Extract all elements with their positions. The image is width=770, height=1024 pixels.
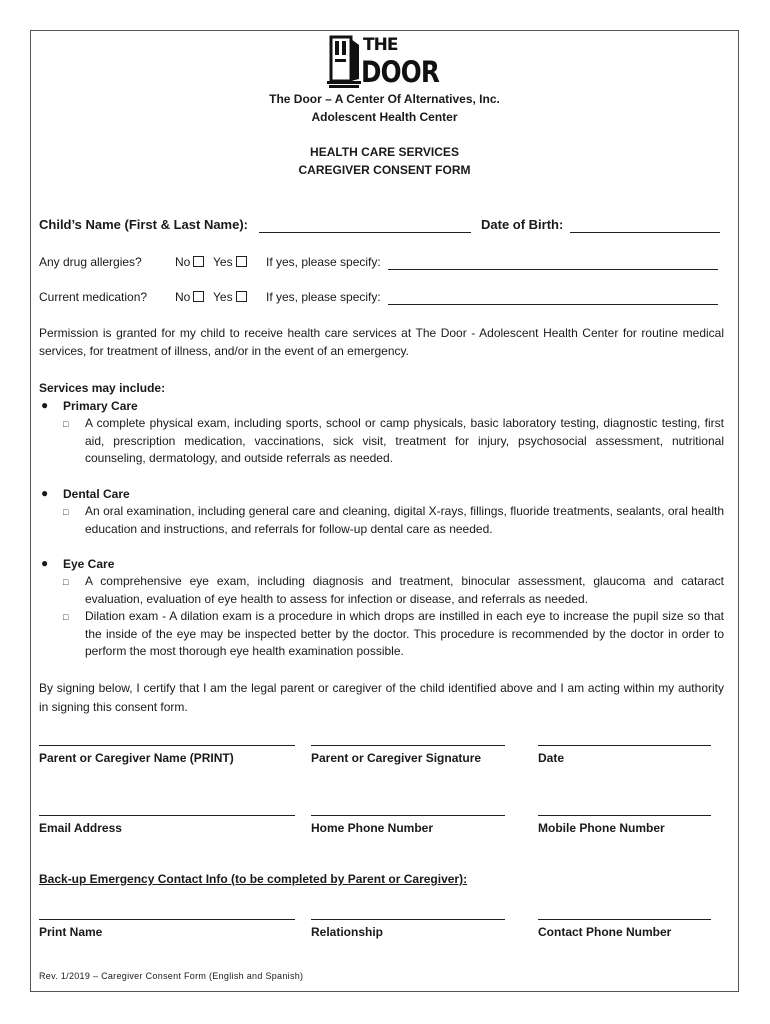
parent-name-label: Parent or Caregiver Name (PRINT): [39, 751, 234, 765]
allergies-specify-field[interactable]: [388, 269, 718, 270]
eye-care-item-1: A comprehensive eye exam, including diagnosis and treatment, binocular assessment, glaucoma and cataract evaluation, evaluation of eye health to assess for infection or disease, and referrals as needed.: [85, 574, 724, 606]
backup-heading: Back-up Emergency Contact Info (to be completed by Parent or Caregiver):: [39, 872, 468, 886]
certify-text: By signing below, I certify that I am the legal parent or caregiver of the child identified above and I am acting within my authority in signing this consent form.: [39, 681, 724, 714]
dental-item-bullet-icon: □: [63, 507, 69, 517]
medication-no-checkbox[interactable]: [193, 291, 204, 302]
medication-specify-label: If yes, please specify:: [266, 290, 381, 304]
dob-label: Date of Birth:: [481, 217, 564, 232]
eye-item-1-bullet-icon: □: [63, 577, 69, 587]
the-door-logo: [327, 35, 439, 91]
primary-care-title: Primary Care: [63, 399, 138, 413]
medication-yes-label: Yes: [213, 290, 233, 304]
eye-item-2-bullet-icon: □: [63, 612, 69, 622]
parent-signature-field[interactable]: [311, 745, 505, 746]
contact-phone-label: Contact Phone Number: [538, 925, 672, 939]
primary-item-bullet-icon: □: [63, 419, 69, 429]
eye-care-title: Eye Care: [63, 557, 115, 571]
home-phone-field[interactable]: [311, 815, 505, 816]
date-field[interactable]: [538, 745, 711, 746]
backup-print-name-field[interactable]: [39, 919, 295, 920]
eye-bullet-icon: ●: [41, 556, 49, 570]
date-label: Date: [538, 751, 565, 765]
home-phone-label: Home Phone Number: [311, 821, 434, 835]
medication-yes-checkbox[interactable]: [236, 291, 247, 302]
medication-specify-field[interactable]: [388, 304, 718, 305]
form-title-1: HEALTH CARE SERVICES: [310, 145, 459, 159]
medication-no-option: [175, 290, 204, 304]
primary-bullet-icon: ●: [41, 398, 49, 412]
medication-yes-option: [213, 290, 247, 304]
logo-text-the: THE: [363, 35, 398, 55]
primary-care-item: A complete physical exam, including sports, school or camp physicals, basic laboratory testing, diagnostic testing, first aid, prescription medication, vaccinations, sick visit, treatment for injury, psychosocial assessment, nutritional counseling, dermatology, and outside referrals as needed.: [85, 416, 724, 465]
print-name-label: Print Name: [39, 925, 103, 939]
dental-bullet-icon: ●: [41, 486, 49, 500]
child-name-field[interactable]: [259, 232, 471, 233]
dob-field[interactable]: [570, 232, 720, 233]
allergies-specify-label: If yes, please specify:: [266, 255, 381, 269]
dental-care-item: An oral examination, including general care and cleaning, digital X-rays, fillings, fluoride treatments, sealants, oral health education and instructions, and referrals for follow-up dental care as needed.: [85, 504, 724, 536]
medication-no-label: No: [175, 290, 191, 304]
allergies-no-label: No: [175, 255, 191, 269]
services-heading: Services may include:: [39, 381, 166, 395]
mobile-phone-field[interactable]: [538, 815, 711, 816]
parent-name-field[interactable]: [39, 745, 295, 746]
allergies-no-checkbox[interactable]: [193, 256, 204, 267]
eye-care-item-2: Dilation exam - A dilation exam is a procedure in which drops are instilled in each eye to increase the pupil size so that the inside of the eye may be inspected better by the doctor. This procedure is recommended by the doctor in order to perform the most thorough eye health examination possible.: [85, 609, 724, 658]
door-logo-icon: [327, 35, 363, 91]
child-name-label: Child’s Name (First & Last Name):: [39, 217, 249, 232]
backup-contact-phone-field[interactable]: [538, 919, 711, 920]
email-label: Email Address: [39, 821, 122, 835]
logo-text-door: DOOR: [361, 55, 439, 89]
medication-label: Current medication?: [39, 290, 148, 304]
dental-care-title: Dental Care: [63, 487, 130, 501]
revision-footer: Rev. 1/2019 – Caregiver Consent Form (English and Spanish): [39, 971, 304, 981]
allergies-yes-checkbox[interactable]: [236, 256, 247, 267]
org-name: The Door – A Center Of Alternatives, Inc.: [269, 92, 500, 106]
email-field[interactable]: [39, 815, 295, 816]
form-title-2: CAREGIVER CONSENT FORM: [298, 163, 471, 177]
permission-text: Permission is granted for my child to receive health care services at The Door - Adolescent Health Center for routine medical services, for treatment of illness, and/or in the event of an emergency.: [39, 326, 724, 358]
allergies-no-option: [175, 255, 204, 269]
allergies-yes-option: [213, 255, 247, 269]
relationship-label: Relationship: [311, 925, 384, 939]
allergies-label: Any drug allergies?: [39, 255, 142, 269]
consent-form-page: [30, 30, 739, 992]
center-name: Adolescent Health Center: [311, 110, 458, 124]
backup-relationship-field[interactable]: [311, 919, 505, 920]
parent-signature-label: Parent or Caregiver Signature: [311, 751, 482, 765]
mobile-phone-label: Mobile Phone Number: [538, 821, 665, 835]
allergies-yes-label: Yes: [213, 255, 233, 269]
